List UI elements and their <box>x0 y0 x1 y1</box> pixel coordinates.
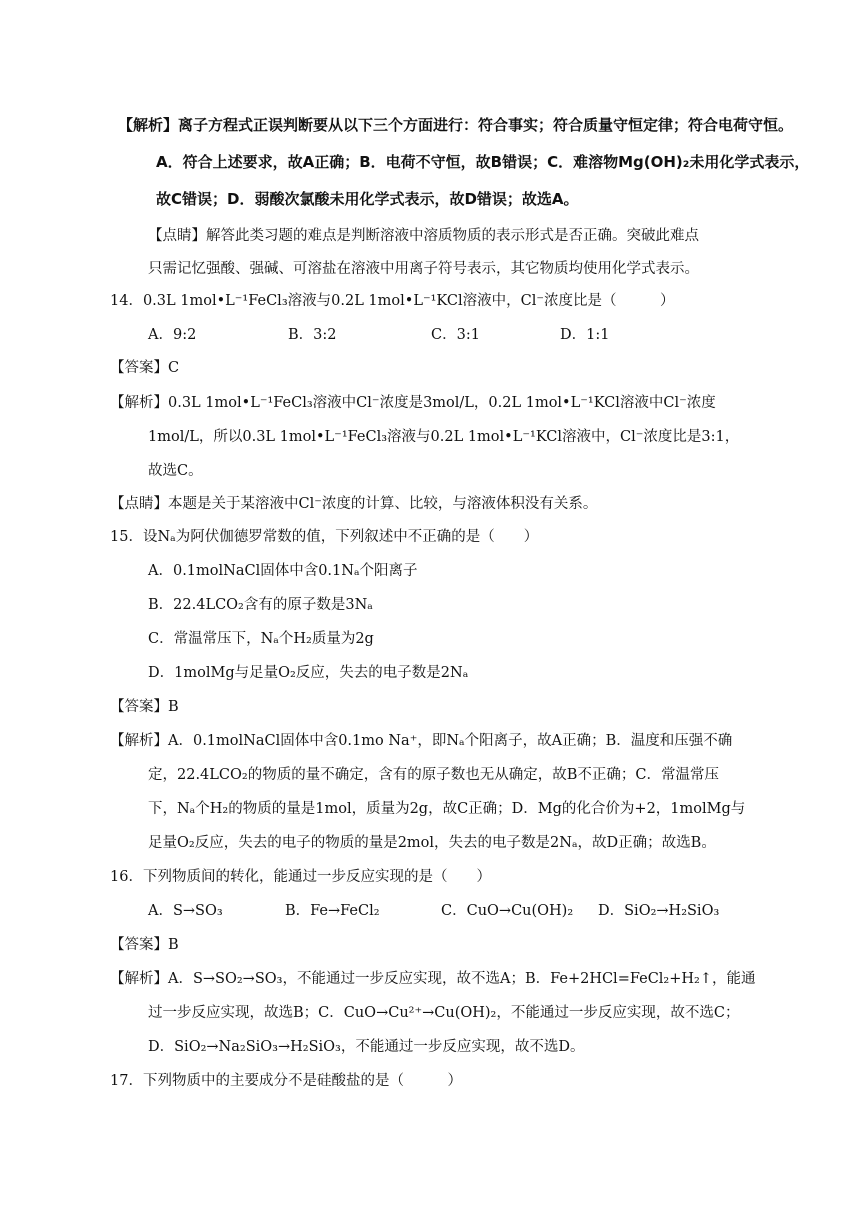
question-16: 16．下列物质间的转化，能通过一步反应实现的是（ ） <box>110 869 491 885</box>
analysis-q14-line1: 【解析】0.3L 1mol•L⁻¹FeCl₃溶液中Cl⁻浓度是3mol/L，0.2L 1mol•L⁻¹KCl溶液中Cl⁻浓度 <box>110 395 716 411</box>
analysis-q13-line3: 故C错误；D．弱酸次氯酸未用化学式表示，故D错误；故选A。 <box>156 190 579 208</box>
tip-q13-line2: 只需记忆强酸、强碱、可溶盐在溶液中用离子符号表示，其它物质均使用化学式表示。 <box>148 261 699 277</box>
question-17: 17．下列物质中的主要成分不是硅酸盐的是（ ） <box>110 1073 462 1089</box>
q16-option-b: B．Fe→FeCl₂ <box>285 903 380 919</box>
q15-option-d: D．1molMg与足量O₂反应，失去的电子数是2Nₐ <box>148 665 469 681</box>
analysis-q16-line3: D．SiO₂→Na₂SiO₃→H₂SiO₃，不能通过一步反应实现，故不选D。 <box>148 1039 585 1055</box>
q16-option-c: C．CuO→Cu(OH)₂ <box>441 903 574 919</box>
q14-option-b: B．3:2 <box>288 327 337 343</box>
analysis-q15-line3: 下，Nₐ个H₂的物质的量是1mol，质量为2g，故C正确；D．Mg的化合价为+2，1molMg与 <box>148 801 746 817</box>
analysis-q15-line4: 足量O₂反应，失去的电子的物质的量是2mol，失去的电子数是2Nₐ，故D正确；故选B。 <box>148 835 716 851</box>
analysis-q15-line1: 【解析】A．0.1molNaCl固体中含0.1mo Na⁺，即Nₐ个阳离子，故A正确；B．温度和压强不确 <box>110 733 733 749</box>
q14-option-d: D．1:1 <box>560 327 610 343</box>
answer-q14: 【答案】C <box>110 360 180 376</box>
analysis-q15-line2: 定，22.4LCO₂的物质的量不确定，含有的原子数也无从确定，故B不正确；C．常温常压 <box>148 767 719 783</box>
tip-q14: 【点睛】本题是关于某溶液中Cl⁻浓度的计算、比较，与溶液体积没有关系。 <box>110 496 598 512</box>
tip-q13-line1: 【点睛】解答此类习题的难点是判断溶液中溶质物质的表示形式是否正确。突破此难点 <box>148 228 699 244</box>
question-14: 14．0.3L 1mol•L⁻¹FeCl₃溶液与0.2L 1mol•L⁻¹KCl溶液中，Cl⁻浓度比是（ ） <box>110 293 675 309</box>
analysis-q16-line2: 过一步反应实现，故选B；C．CuO→Cu²⁺→Cu(OH)₂，不能通过一步反应实现，故不选C； <box>148 1005 740 1021</box>
q14-option-a: A．9:2 <box>148 327 197 343</box>
q16-option-d: D．SiO₂→H₂SiO₃ <box>598 903 720 919</box>
question-15: 15．设Nₐ为阿伏伽德罗常数的值，下列叙述中不正确的是（ ） <box>110 529 539 545</box>
answer-q15: 【答案】B <box>110 699 179 715</box>
analysis-q13-line1: 【解析】离子方程式正误判断要从以下三个方面进行：符合事实；符合质量守恒定律；符合电荷守恒。 <box>118 116 794 134</box>
analysis-q14-line3: 故选C。 <box>148 463 203 479</box>
q15-option-c: C．常温常压下，Nₐ个H₂质量为2g <box>148 631 374 647</box>
analysis-q16-line1: 【解析】A．S→SO₂→SO₃，不能通过一步反应实现，故不选A；B．Fe+2HCl=FeCl₂+H₂↑，能通 <box>110 971 756 987</box>
q16-option-a: A．S→SO₃ <box>148 903 223 919</box>
analysis-q13-line2: A．符合上述要求，故A正确；B．电荷不守恒，故B错误；C．难溶物Mg(OH)₂未用化学式表示， <box>156 153 810 171</box>
answer-q16: 【答案】B <box>110 937 179 953</box>
q15-option-a: A．0.1molNaCl固体中含0.1Nₐ个阳离子 <box>148 563 418 579</box>
q14-option-c: C．3:1 <box>431 327 480 343</box>
analysis-q14-line2: 1mol/L，所以0.3L 1mol•L⁻¹FeCl₃溶液与0.2L 1mol•L⁻¹KCl溶液中，Cl⁻浓度比是3:1， <box>148 429 740 445</box>
q15-option-b: B．22.4LCO₂含有的原子数是3Nₐ <box>148 597 373 613</box>
